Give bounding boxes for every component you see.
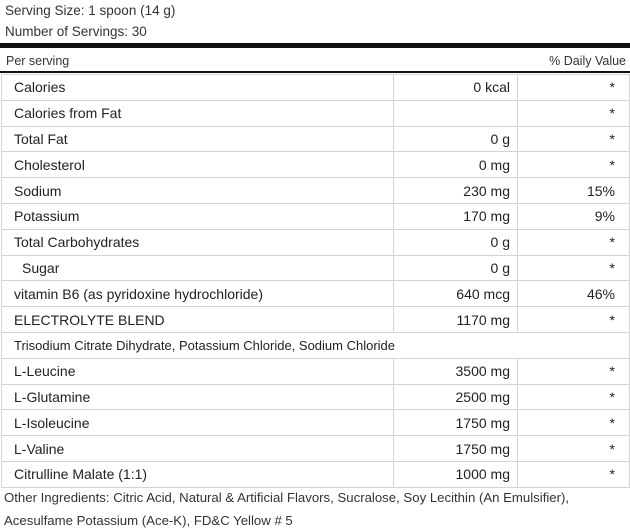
serving-size: Serving Size: 1 spoon (14 g) bbox=[5, 3, 176, 18]
row-name: ELECTROLYTE BLEND bbox=[2, 307, 394, 333]
row-daily-value: 46% bbox=[518, 281, 630, 307]
row-amount: 1750 mg bbox=[394, 410, 518, 436]
row-daily-value: * bbox=[518, 152, 630, 178]
row-daily-value: * bbox=[518, 255, 630, 281]
daily-value-label: % Daily Value bbox=[549, 54, 626, 68]
table-row bbox=[2, 203, 630, 229]
row-name: L-Isoleucine bbox=[2, 410, 394, 436]
row-daily-value: * bbox=[518, 126, 630, 152]
row-amount: 170 mg bbox=[394, 203, 518, 229]
row-name: Total Fat bbox=[2, 126, 394, 152]
row-name: Sodium bbox=[2, 178, 394, 204]
row-daily-value: * bbox=[518, 410, 630, 436]
row-amount: 0 g bbox=[394, 126, 518, 152]
table-row bbox=[2, 384, 630, 410]
row-daily-value: * bbox=[518, 436, 630, 462]
row-daily-value: * bbox=[518, 358, 630, 384]
table-row bbox=[2, 229, 630, 255]
per-serving-label: Per serving bbox=[6, 54, 70, 68]
table-row bbox=[2, 436, 630, 462]
table-row bbox=[2, 461, 630, 487]
blend-components: Trisodium Citrate Dihydrate, Potassium Chloride, Sodium Chloride bbox=[2, 332, 630, 358]
row-name: L-Glutamine bbox=[2, 384, 394, 410]
row-amount: 1000 mg bbox=[394, 461, 518, 487]
row-name: Potassium bbox=[2, 203, 394, 229]
row-name: L-Leucine bbox=[2, 358, 394, 384]
row-amount: 1750 mg bbox=[394, 436, 518, 462]
table-row bbox=[2, 126, 630, 152]
nutrition-table bbox=[1, 74, 630, 488]
table-header bbox=[0, 48, 630, 73]
table-row bbox=[2, 255, 630, 281]
row-amount: 1170 mg bbox=[394, 307, 518, 333]
other-ingredients bbox=[4, 486, 626, 528]
table-row bbox=[2, 358, 630, 384]
row-daily-value: * bbox=[518, 384, 630, 410]
other-ingredients-line: Acesulfame Potassium (Ace-K), FD&C Yellow # 5 bbox=[4, 513, 293, 528]
table-row bbox=[2, 100, 630, 126]
row-amount: 230 mg bbox=[394, 178, 518, 204]
row-name: Calories from Fat bbox=[2, 100, 394, 126]
table-row bbox=[2, 75, 630, 101]
row-amount: 0 kcal bbox=[394, 75, 518, 101]
row-amount bbox=[394, 100, 518, 126]
row-amount: 0 g bbox=[394, 229, 518, 255]
row-amount: 2500 mg bbox=[394, 384, 518, 410]
other-ingredients-line: Other Ingredients: Citric Acid, Natural & Artificial Flavors, Sucralose, Soy Lecithin (An Emulsifier), bbox=[4, 490, 570, 505]
row-amount: 3500 mg bbox=[394, 358, 518, 384]
row-name: Total Carbohydrates bbox=[2, 229, 394, 255]
table-row bbox=[2, 281, 630, 307]
row-daily-value: * bbox=[518, 229, 630, 255]
table-row bbox=[2, 152, 630, 178]
row-name: Citrulline Malate (1:1) bbox=[2, 461, 394, 487]
table-row bbox=[2, 178, 630, 204]
row-daily-value: 15% bbox=[518, 178, 630, 204]
row-daily-value: * bbox=[518, 100, 630, 126]
row-amount: 0 mg bbox=[394, 152, 518, 178]
row-name: Calories bbox=[2, 75, 394, 101]
row-daily-value: * bbox=[518, 307, 630, 333]
row-daily-value: 9% bbox=[518, 203, 630, 229]
row-name: Cholesterol bbox=[2, 152, 394, 178]
table-row bbox=[2, 307, 630, 333]
servings-count: Number of Servings: 30 bbox=[5, 24, 147, 39]
table-row bbox=[2, 410, 630, 436]
row-daily-value: * bbox=[518, 461, 630, 487]
row-amount: 640 mcg bbox=[394, 281, 518, 307]
row-name: Sugar bbox=[2, 255, 394, 281]
table-row bbox=[2, 332, 630, 358]
row-daily-value: * bbox=[518, 75, 630, 101]
row-name: L-Valine bbox=[2, 436, 394, 462]
row-amount: 0 g bbox=[394, 255, 518, 281]
row-name: vitamin B6 (as pyridoxine hydrochloride) bbox=[2, 281, 394, 307]
